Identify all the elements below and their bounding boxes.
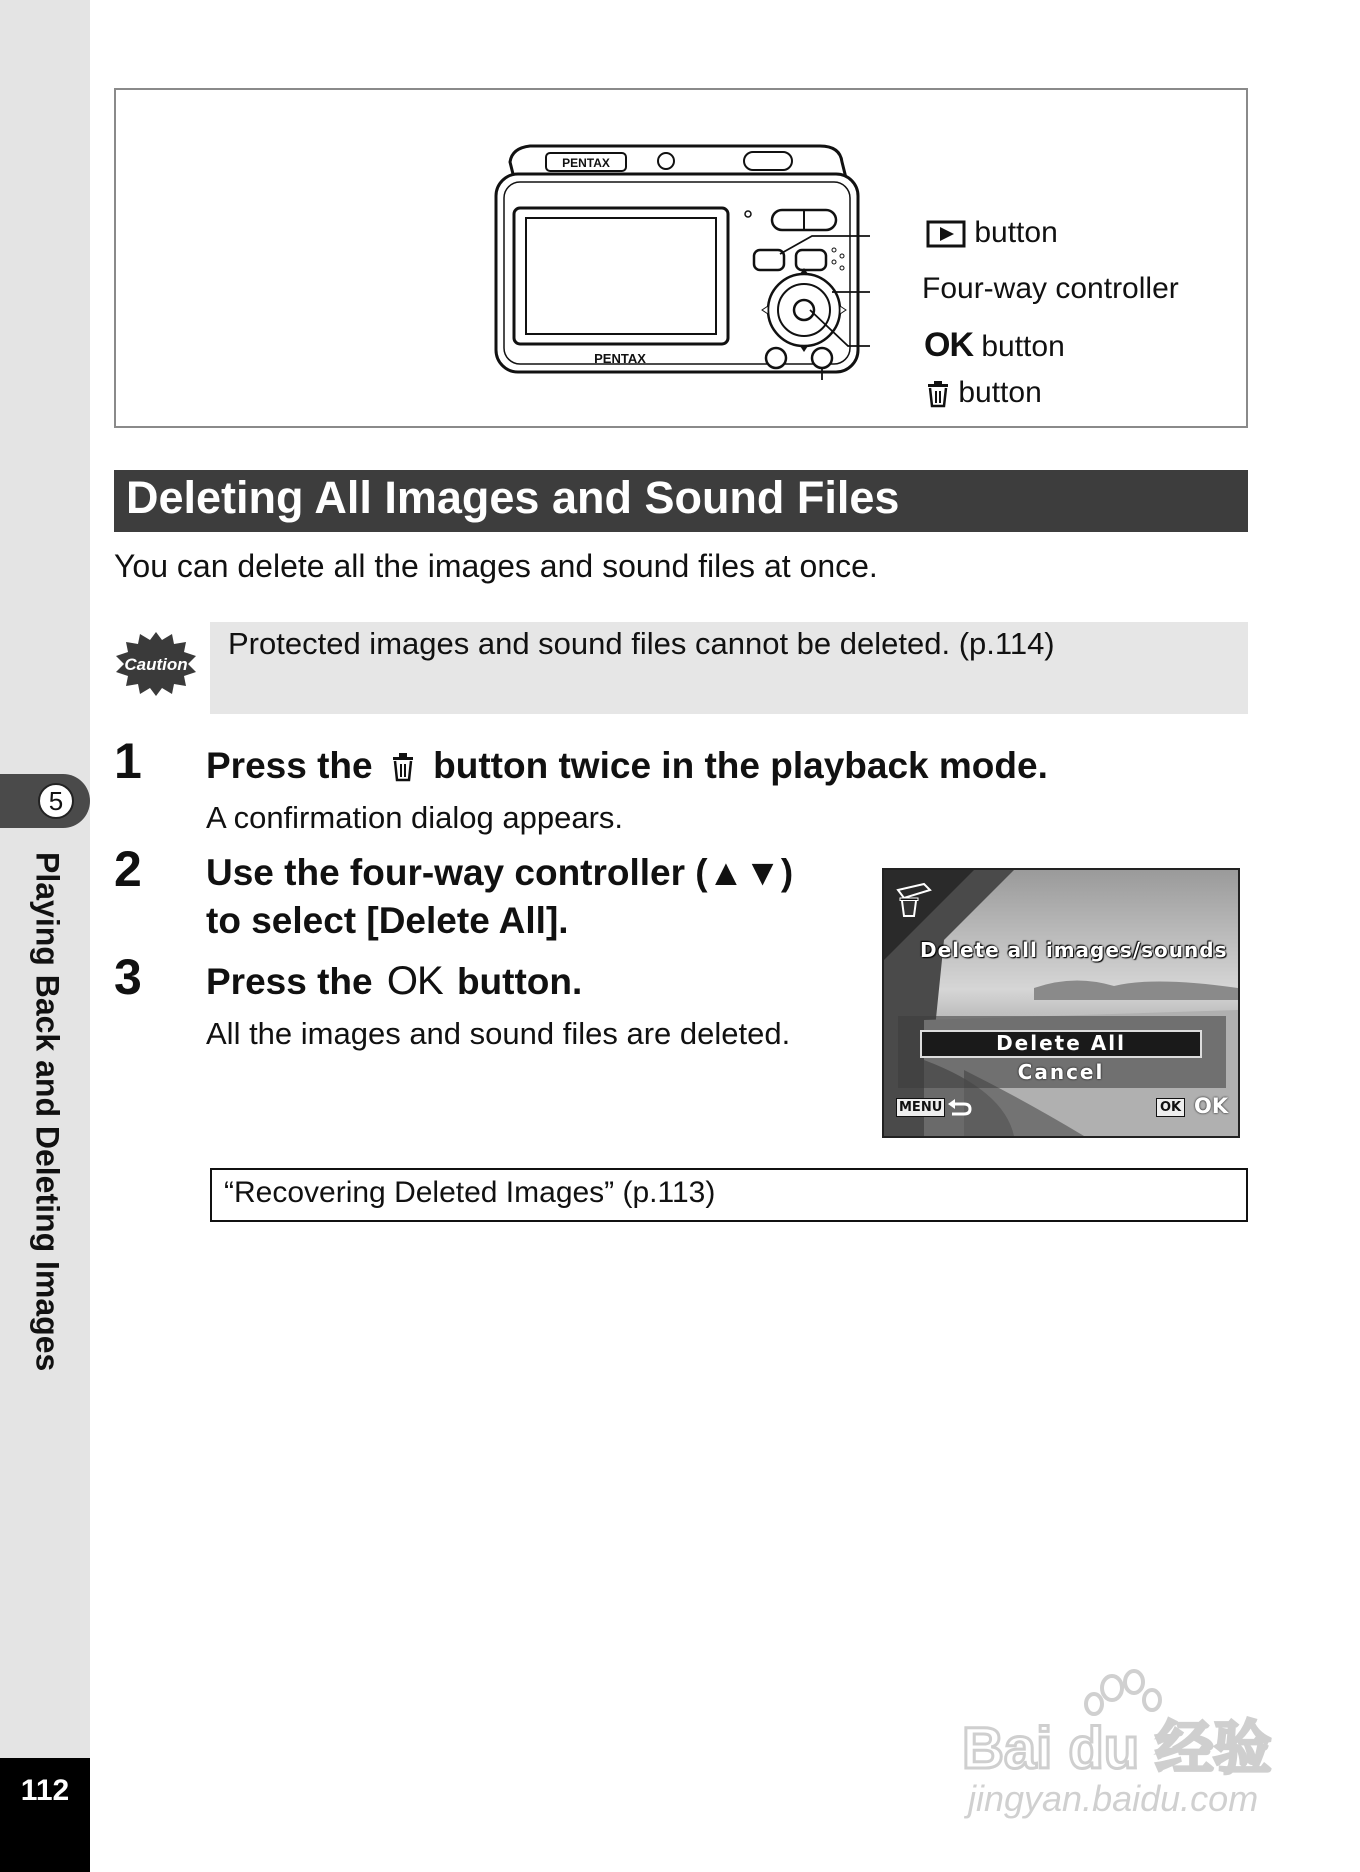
ok-symbol: OK: [924, 326, 973, 364]
playback-button-callout: [926, 216, 1058, 250]
lcd-menu-key: MENU: [896, 1098, 945, 1117]
reference-link[interactable]: “Recovering Deleted Images” (p.113): [224, 1176, 716, 1209]
step-3-title-a: Press the: [206, 961, 373, 1002]
section-title: Deleting All Images and Sound Files: [126, 472, 900, 523]
caution-icon: [114, 630, 198, 696]
step-3-title: [206, 958, 582, 1005]
step-1-title-a: Press the: [206, 745, 373, 786]
trash-button-label: button: [958, 376, 1042, 409]
caution-text: Protected images and sound files cannot be deleted. (p.114): [228, 626, 1055, 661]
section-intro: You can delete all the images and sound files at once.: [114, 548, 878, 584]
caution-icon-label: Caution: [124, 655, 188, 674]
watermark-url: jingyan.baidu.com: [968, 1778, 1259, 1819]
page-number: 112: [20, 1774, 70, 1807]
ok-button-callout: [924, 326, 1065, 365]
baidu-watermark-logo: Bai du 经验: [962, 1716, 1272, 1778]
trash-icon: [391, 752, 415, 782]
step-3-description: All the images and sound files are deleted.: [206, 1016, 791, 1051]
step-1-title: [206, 743, 1048, 789]
lcd-message: Delete all images/sounds: [920, 938, 1228, 962]
delete-mode-icon: [894, 880, 934, 918]
step-1-title-b: button twice in the playback mode.: [433, 745, 1048, 786]
lcd-ok-key: OK: [1156, 1098, 1185, 1117]
step-3-title-b: button.: [456, 961, 583, 1002]
playback-button-label: button: [974, 216, 1058, 249]
trash-icon: [926, 380, 950, 408]
step-3-number: 3: [114, 949, 142, 1005]
chapter-number: 5: [38, 783, 74, 819]
camera-brand-front: PENTAX: [594, 351, 646, 366]
ok-button-label: button: [981, 330, 1065, 363]
lcd-option-delete-all: Delete All: [996, 1031, 1126, 1055]
step-3-ok-symbol: OK: [386, 959, 443, 1003]
camera-back-illustration: [490, 140, 870, 380]
four-way-controller-callout: Four-way controller: [922, 272, 1179, 305]
chapter-title: Playing Back and Deleting Images: [29, 852, 66, 1372]
lcd-option-cancel: Cancel: [1017, 1060, 1105, 1084]
step-1-description: A confirmation dialog appears.: [206, 800, 624, 835]
back-arrow-icon: [946, 1096, 974, 1118]
lcd-ok-label: OK: [1194, 1094, 1229, 1118]
baidu-paw-watermark: [962, 1668, 1282, 1778]
step-2-title-line2: to select [Delete All].: [206, 900, 569, 941]
camera-brand-top: PENTAX: [562, 156, 610, 170]
lcd-background-photo: [884, 870, 1238, 1136]
playback-icon: [926, 220, 966, 248]
step-1-number: 1: [114, 733, 142, 789]
camera-lcd-screenshot: [882, 868, 1240, 1138]
trash-button-callout: [926, 376, 1042, 410]
step-2-number: 2: [114, 841, 142, 897]
step-2-title-line1: Use the four-way controller (▲▼): [206, 852, 794, 893]
